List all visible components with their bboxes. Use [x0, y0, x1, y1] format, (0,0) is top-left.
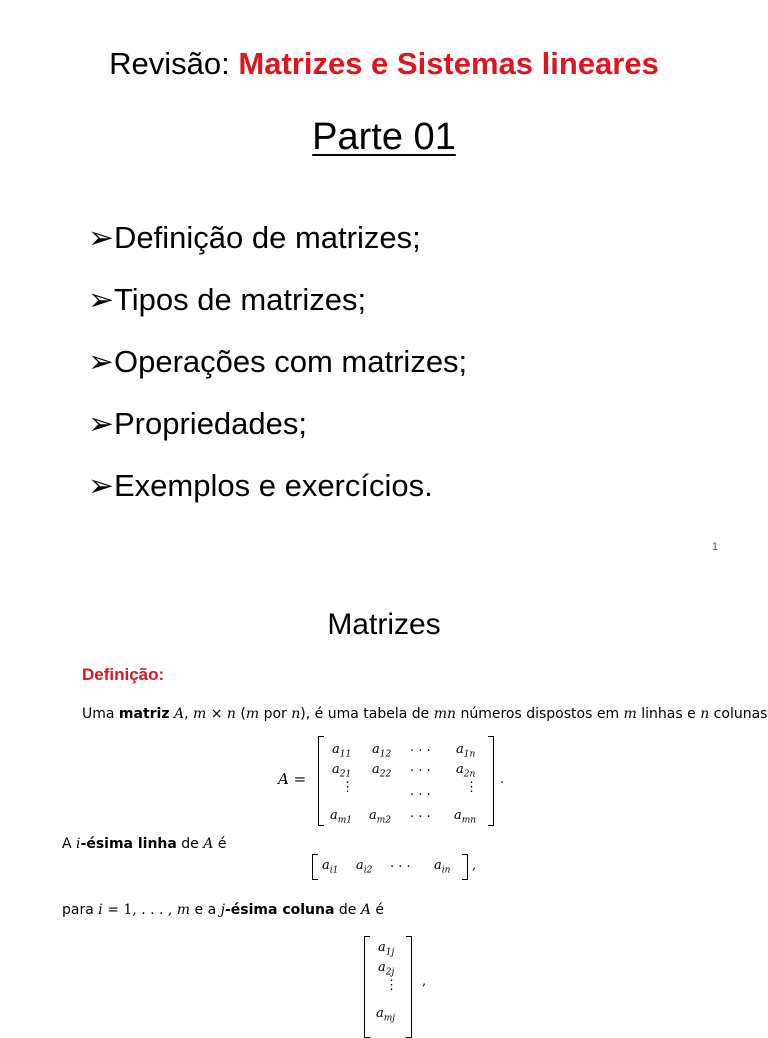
right-bracket — [406, 936, 412, 1038]
column-vector: $a_{1j}$ $a_{2j}$ ⋮ $a_{mj}$ , — [0, 930, 768, 1024]
arrow-bullet-icon: ➢ — [88, 220, 114, 255]
arrow-bullet-icon: ➢ — [88, 406, 114, 441]
bullet-item: ➢Tipos de matrizes; — [88, 282, 367, 317]
page-number: 1 — [712, 541, 719, 553]
title-highlight: Matrizes e Sistemas lineares — [238, 46, 659, 81]
right-bracket — [488, 736, 494, 826]
definition-label: Definição: — [82, 665, 165, 684]
bullet-item: ➢Definição de matrizes; — [88, 220, 421, 255]
row-definition-text: A i-ésima linha de A é — [62, 836, 227, 852]
matrix-definition-text: Uma matriz A, m × n (m por n), é uma tabela de mn números dispostos em m linhas e n colunas — [82, 706, 768, 722]
right-bracket — [462, 854, 468, 880]
column-definition-text: para i = 1, . . . , m e a j-ésima coluna de A é — [62, 902, 385, 918]
left-bracket — [364, 936, 370, 1038]
bullet-item: ➢Propriedades; — [88, 406, 308, 441]
bullet-item: ➢Operações com matrizes; — [88, 344, 468, 379]
left-bracket — [318, 736, 324, 826]
slide-title — [0, 46, 768, 82]
general-matrix: A = $a_{11}$ $a_{12}$ . . . $a_{1n}$ $a_{21}$ $a_{22}$ . . . $a_{2n}$ ⋮ . . . ⋮ $a_{m1}$ $a_{m2}$ . . . $a_{mn}$ . — [0, 730, 768, 830]
arrow-bullet-icon: ➢ — [88, 282, 114, 317]
matrix-lhs: A = — [278, 770, 307, 788]
arrow-bullet-icon: ➢ — [88, 468, 114, 503]
arrow-bullet-icon: ➢ — [88, 344, 114, 379]
left-bracket — [312, 854, 318, 880]
part-title: Parte 01 — [312, 116, 456, 158]
section-title: Matrizes — [327, 608, 441, 641]
row-vector: $a_{i1}$ $a_{i2}$ . . . $a_{in}$ , — [0, 850, 768, 886]
bullet-item: ➢Exemplos e exercícios. — [88, 468, 433, 503]
title-prefix: Revisão: — [109, 46, 239, 81]
